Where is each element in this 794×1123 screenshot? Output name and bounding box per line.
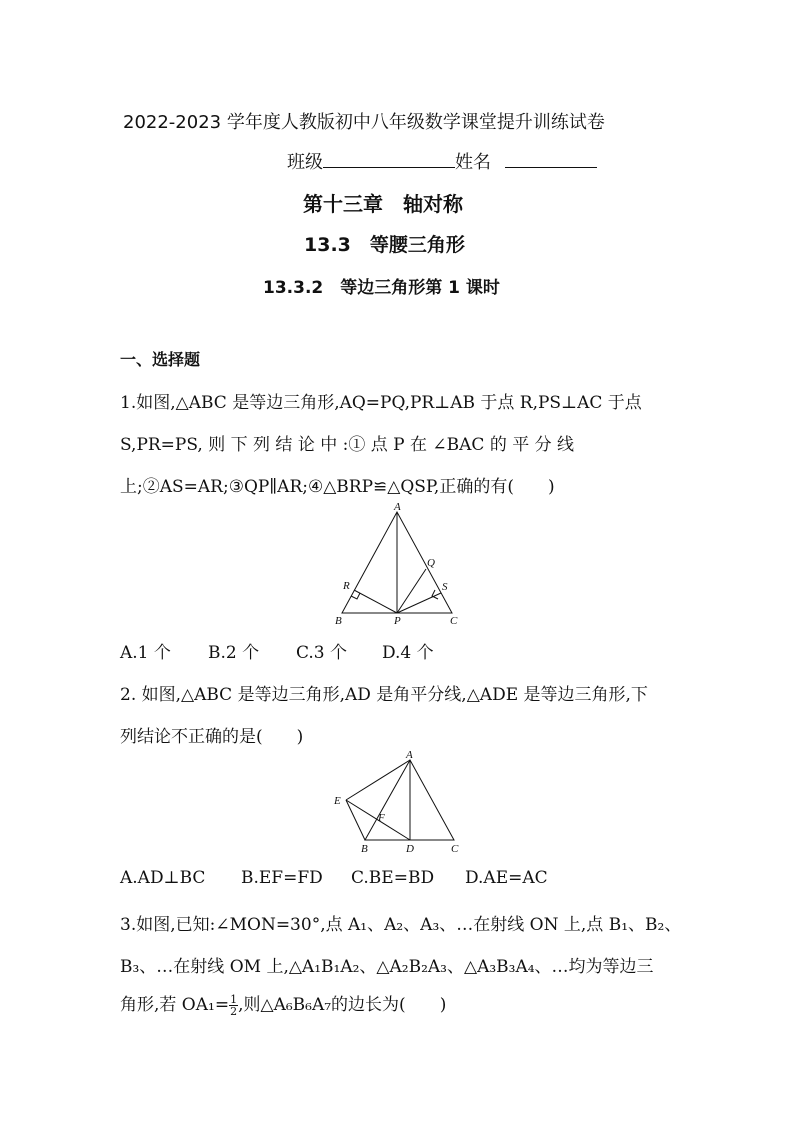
q3-line-3-end: ,则△A₆B₆A₇的边长为( ) bbox=[238, 995, 447, 1015]
q1-text-line-3: 上;②AS=AR;③QP∥AR;④△BRP≌△QSP,正确的有( ) bbox=[120, 477, 555, 497]
q2-label-b: B bbox=[361, 843, 368, 855]
worksheet-title: 2022-2023 学年度人教版初中八年级数学课堂提升训练试卷 bbox=[123, 112, 605, 133]
q2-label-a: A bbox=[406, 749, 413, 761]
chapter-heading: 第十三章 轴对称 bbox=[303, 192, 463, 216]
q3-text-line-2: B₃、…在射线 OM 上,△A₁B₁A₂、△A₂B₂A₃、△A₃B₃A₄、…均为等边三 bbox=[120, 957, 654, 977]
q1-label-s: S bbox=[442, 581, 448, 593]
q1-segment-pr bbox=[354, 590, 397, 613]
class-name-line bbox=[287, 148, 597, 174]
q2-option-b[interactable]: B.EF=FD bbox=[241, 868, 323, 888]
q1-text-line-2: S,PR=PS, 则 下 列 结 论 中 :① 点 P 在 ∠BAC 的 平 分 线 bbox=[120, 435, 575, 455]
q2-label-c: C bbox=[451, 843, 459, 855]
q1-label-p: P bbox=[394, 615, 401, 627]
q2-figure bbox=[326, 748, 466, 860]
q1-label-a: A bbox=[394, 501, 401, 513]
q1-text-line-1: 1.如图,△ABC 是等边三角形,AQ=PQ,PR⊥AB 于点 R,PS⊥AC 于点 bbox=[120, 393, 642, 413]
section-heading: 13.3 等腰三角形 bbox=[304, 234, 465, 256]
q2-option-c[interactable]: C.BE=BD bbox=[351, 868, 435, 888]
q3-fraction-numerator: 1 bbox=[230, 993, 238, 1006]
q2-text-line-1: 2. 如图,△ABC 是等边三角形,AD 是角平分线,△ADE 是等边三角形,下 bbox=[120, 685, 648, 705]
q2-text-line-2: 列结论不正确的是( ) bbox=[120, 727, 304, 747]
subsection-heading: 13.3.2 等边三角形第 1 课时 bbox=[263, 278, 500, 298]
q3-fraction bbox=[229, 994, 238, 1017]
q2-segment-ae bbox=[346, 760, 410, 800]
q2-option-d[interactable]: D.AE=AC bbox=[465, 868, 548, 888]
q1-label-b: B bbox=[335, 615, 342, 627]
q3-line-3-start: 角形,若 OA₁= bbox=[120, 995, 230, 1015]
class-label: 班级 bbox=[287, 152, 323, 173]
q3-text-line-1: 3.如图,已知:∠MON=30°,点 A₁、A₂、A₃、…在射线 ON 上,点 B₁、B₂、 bbox=[120, 915, 682, 935]
q1-option-b[interactable]: B.2 个 bbox=[208, 643, 260, 663]
class-blank[interactable] bbox=[323, 149, 455, 168]
q2-label-e: E bbox=[334, 795, 341, 807]
q1-label-c: C bbox=[450, 615, 458, 627]
q1-option-a[interactable]: A.1 个 bbox=[120, 643, 171, 663]
q1-figure bbox=[330, 500, 465, 630]
name-blank[interactable] bbox=[505, 149, 597, 168]
q1-option-c[interactable]: C.3 个 bbox=[296, 643, 348, 663]
q3-text-line-3 bbox=[120, 990, 446, 1017]
name-label: 姓名 bbox=[455, 152, 491, 173]
q1-option-d[interactable]: D.4 个 bbox=[382, 643, 434, 663]
q3-fraction-denominator: 2 bbox=[230, 1005, 238, 1018]
q2-option-a[interactable]: A.AD⊥BC bbox=[120, 868, 206, 888]
q1-label-r: R bbox=[343, 580, 350, 592]
q2-label-f: F bbox=[378, 812, 385, 824]
part-heading: 一、选择题 bbox=[120, 350, 201, 369]
q1-label-q: Q bbox=[427, 557, 435, 569]
q2-label-d: D bbox=[406, 843, 414, 855]
